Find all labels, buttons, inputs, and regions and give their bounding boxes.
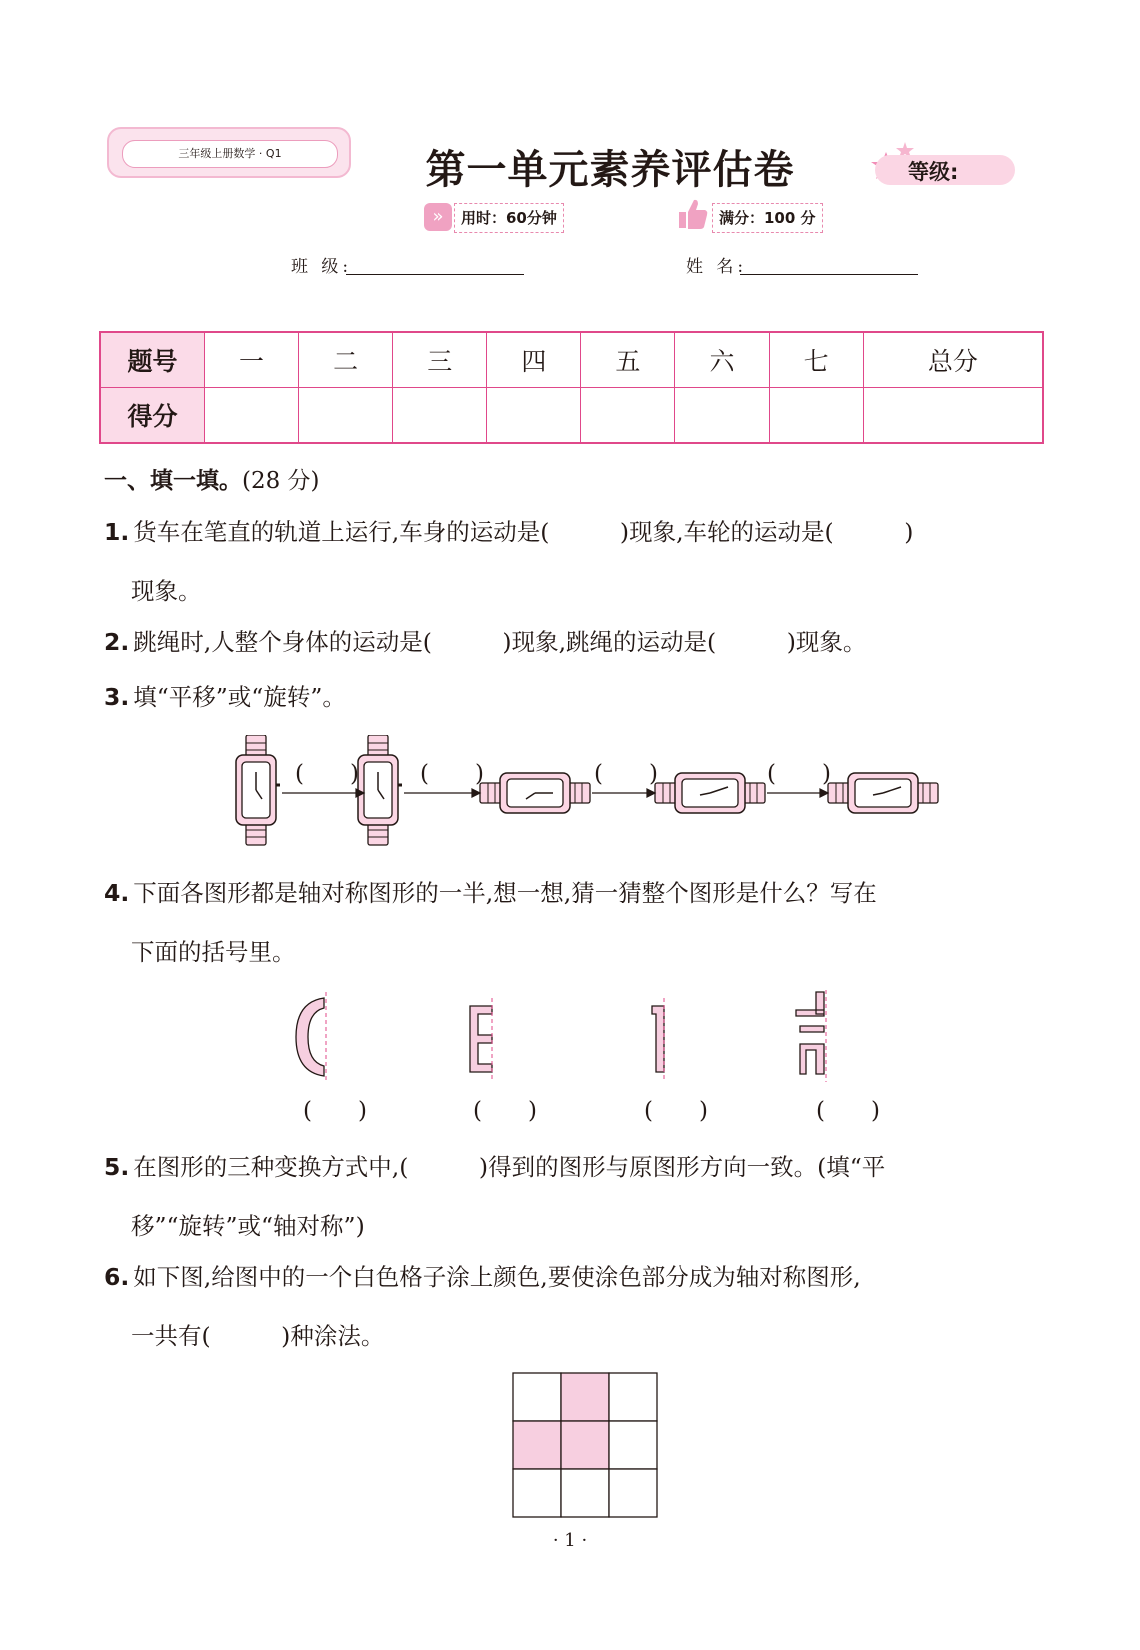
question-text: 在图形的三种变换方式中,( )得到的图形与原图形方向一致。(填“平 xyxy=(133,1153,886,1181)
col-header: 三 xyxy=(393,332,487,388)
question-text: 如下图,给图中的一个白色格子涂上颜色,要使涂色部分成为轴对称图形, xyxy=(133,1263,861,1291)
grid-cell-white[interactable] xyxy=(609,1421,657,1469)
col-header: 二 xyxy=(299,332,393,388)
score-table xyxy=(99,331,1044,444)
score-cell[interactable] xyxy=(581,388,675,444)
table-row xyxy=(100,388,1043,444)
question-number: 4. xyxy=(104,879,130,907)
header-badge: 三年级上册数学 · Q1 xyxy=(122,140,338,168)
thumbs-up-icon xyxy=(677,196,709,232)
score-cell[interactable] xyxy=(769,388,863,444)
clock-icon: » xyxy=(424,203,452,231)
answer-blank[interactable]: ( ) xyxy=(303,1098,367,1124)
watch-icon xyxy=(828,773,938,813)
question-text: 下面各图形都是轴对称图形的一半,想一想,猜一猜整个图形是什么？写在 xyxy=(133,879,877,907)
name-field[interactable] xyxy=(740,274,918,275)
col-header: 五 xyxy=(581,332,675,388)
question-6-cont: 一共有( )种涂法。 xyxy=(131,1322,385,1350)
half-shape-2 xyxy=(470,998,492,1082)
score-cell[interactable] xyxy=(393,388,487,444)
question-3 xyxy=(104,682,346,712)
question-1 xyxy=(104,517,913,547)
full-score: 满分：100 分 xyxy=(712,203,823,233)
score-cell[interactable] xyxy=(205,388,299,444)
page-title: 第一单元素养评估卷 xyxy=(425,146,795,193)
question-number: 2. xyxy=(104,628,130,656)
page-number: · 1 · xyxy=(552,1530,588,1551)
answer-blank[interactable]: ( ) xyxy=(816,1098,880,1124)
answer-blank[interactable]: ( ) xyxy=(420,761,484,787)
question-4-cont: 下面的括号里。 xyxy=(131,938,296,966)
answer-blank[interactable]: ( ) xyxy=(295,761,359,787)
name-label: 姓 名: xyxy=(686,257,748,277)
question-5 xyxy=(104,1152,885,1182)
watch-icon xyxy=(236,735,280,845)
half-shape-3 xyxy=(652,998,664,1082)
half-shapes-figure xyxy=(280,990,880,1090)
watch-icon xyxy=(480,773,590,813)
col-header: 六 xyxy=(675,332,769,388)
answer-blank[interactable]: ( ) xyxy=(644,1098,708,1124)
watch-icon xyxy=(358,735,402,845)
grid-cell-white[interactable] xyxy=(513,1469,561,1517)
score-cell[interactable] xyxy=(487,388,581,444)
half-shape-1 xyxy=(296,992,326,1082)
score-cell[interactable] xyxy=(675,388,769,444)
question-number: 1. xyxy=(104,518,130,546)
grid-cell-white[interactable] xyxy=(561,1469,609,1517)
grade-label: 等级: xyxy=(908,160,959,184)
row-head-score: 得分 xyxy=(100,388,205,444)
question-1-cont: 现象。 xyxy=(131,577,202,605)
class-field[interactable] xyxy=(346,274,524,275)
col-header: 一 xyxy=(205,332,299,388)
col-header: 七 xyxy=(769,332,863,388)
grid-cell-white[interactable] xyxy=(609,1373,657,1421)
class-label: 班 级: xyxy=(291,257,353,277)
answer-blank[interactable]: ( ) xyxy=(767,761,831,787)
watch-icon xyxy=(655,773,765,813)
question-text: 填“平移”或“旋转”。 xyxy=(133,683,346,711)
question-5-cont: 移”“旋转”或“轴对称”) xyxy=(131,1212,365,1240)
question-number: 5. xyxy=(104,1153,130,1181)
section-title: 一、填一填。 xyxy=(104,468,242,494)
question-number: 3. xyxy=(104,683,130,711)
time-limit: 用时：60分钟 xyxy=(454,203,564,233)
half-shape-4 xyxy=(796,990,826,1082)
question-6 xyxy=(104,1262,861,1292)
grid-cell-shaded xyxy=(561,1373,609,1421)
section-points: (28 分) xyxy=(242,468,320,494)
table-row xyxy=(100,332,1043,388)
grid-cell-white[interactable] xyxy=(609,1469,657,1517)
question-text: 货车在笔直的轨道上运行,车身的运动是( )现象,车轮的运动是( ) xyxy=(133,518,914,546)
watch-sequence-figure xyxy=(230,735,940,855)
col-header: 总分 xyxy=(863,332,1043,388)
grid-cell-white[interactable] xyxy=(513,1373,561,1421)
section-heading xyxy=(104,462,320,495)
question-number: 6. xyxy=(104,1263,130,1291)
question-text: 跳绳时,人整个身体的运动是( )现象,跳绳的运动是( )现象。 xyxy=(133,628,867,656)
grid-cell-shaded xyxy=(561,1421,609,1469)
grid-cell-shaded xyxy=(513,1421,561,1469)
answer-blank[interactable]: ( ) xyxy=(473,1098,537,1124)
row-head-number: 题号 xyxy=(100,332,205,388)
score-cell[interactable] xyxy=(863,388,1043,444)
question-2 xyxy=(104,627,866,657)
score-cell[interactable] xyxy=(299,388,393,444)
question-4 xyxy=(104,878,877,908)
coloring-grid xyxy=(512,1372,660,1520)
col-header: 四 xyxy=(487,332,581,388)
answer-blank[interactable]: ( ) xyxy=(594,761,658,787)
